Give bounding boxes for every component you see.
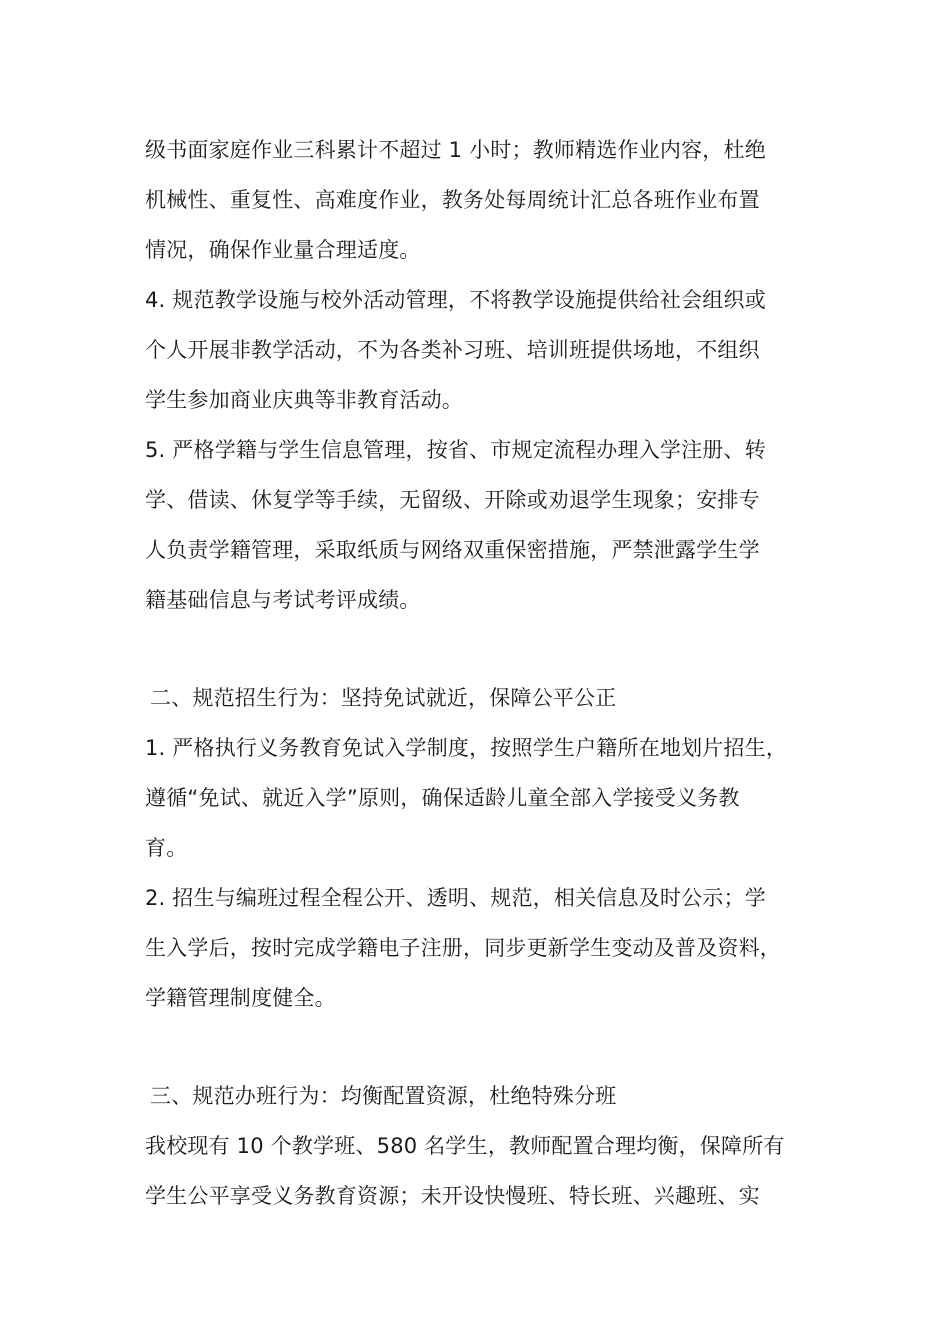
paragraph-line: 学籍管理制度健全。 xyxy=(145,986,336,1010)
list-item-2-line: 2. 招生与编班过程全程公开、透明、规范，相关信息及时公示；学 xyxy=(145,886,766,910)
paragraph-line: 学生公平享受义务教育资源；未开设快慢班、特长班、兴趣班、实 xyxy=(145,1184,760,1208)
paragraph-line: 我校现有 10 个教学班、580 名学生，教师配置合理均衡，保障所有 xyxy=(145,1134,785,1158)
paragraph-line: 籍基础信息与考试考评成绩。 xyxy=(145,588,421,612)
paragraph-line: 人负责学籍管理，采取纸质与网络双重保密措施，严禁泄露学生学 xyxy=(145,538,760,562)
list-item-4-line: 4. 规范教学设施与校外活动管理，不将教学设施提供给社会组织或 xyxy=(145,288,766,312)
paragraph-line: 遵循“免试、就近入学”原则，确保适龄儿童全部入学接受义务教 xyxy=(145,786,740,810)
section-heading-2: 二、规范招生行为：坚持免试就近，保障公平公正 xyxy=(150,686,617,710)
paragraph-line: 情况，确保作业量合理适度。 xyxy=(145,238,421,262)
paragraph-line: 学生参加商业庆典等非教育活动。 xyxy=(145,388,463,412)
paragraph-line: 个人开展非教学活动，不为各类补习班、培训班提供场地，不组织 xyxy=(145,338,760,362)
list-item-5-line: 5. 严格学籍与学生信息管理，按省、市规定流程办理入学注册、转 xyxy=(145,438,766,462)
list-item-1-line: 1. 严格执行义务教育免试入学制度，按照学生户籍所在地划片招生， xyxy=(145,736,788,760)
paragraph-line: 级书面家庭作业三科累计不超过 1 小时；教师精选作业内容，杜绝 xyxy=(145,138,766,162)
paragraph-line: 机械性、重复性、高难度作业，教务处每周统计汇总各班作业布置 xyxy=(145,188,760,212)
paragraph-line: 育。 xyxy=(145,836,188,860)
section-heading-3: 三、规范办班行为：均衡配置资源，杜绝特殊分班 xyxy=(150,1084,617,1108)
paragraph-line: 学、借读、休复学等手续，无留级、开除或劝退学生现象；安排专 xyxy=(145,488,760,512)
paragraph-line: 生入学后，按时完成学籍电子注册，同步更新学生变动及普及资料， xyxy=(145,936,781,960)
